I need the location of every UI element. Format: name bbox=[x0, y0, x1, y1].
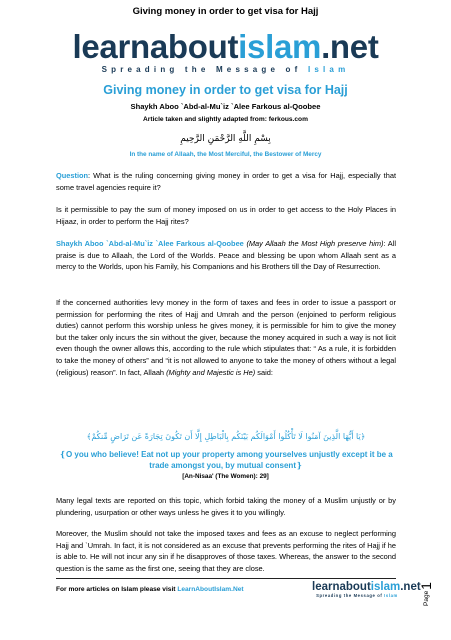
footer-logo-wordmark: learnaboutislam.net bbox=[312, 581, 421, 593]
logo-tagline: Spreading the Message of Islam bbox=[101, 65, 350, 74]
article-author: Shaykh Aboo `Abd-al-Mu`iz `Alee Farkous al-Qoobee bbox=[130, 102, 321, 111]
question-paragraph: Question: What is the ruling concerning giving money in order to get a visa for Hajj, especially that some travel agencies require it? bbox=[56, 171, 396, 192]
footer-logo-tagline: Spreading the Message of Islam bbox=[316, 593, 398, 598]
basmala-arabic: بِسْمِ اللَّهِ الرَّحْمَنِ الرَّحِيمِ bbox=[180, 134, 271, 144]
footer-logo bbox=[312, 581, 421, 598]
quran-verse-arabic: ﴿يَا أَيُّهَا الَّذِينَ آمَنُوا لَا تَأْكُلُوا أَمْوَالَكُم بَيْنَكُم بِالْبَاطِلِ إِلَّا أَن تَكُونَ تِجَارَةً عَن تَرَاضٍ مِّنكُمْ﴾ bbox=[86, 432, 366, 441]
quran-verse-reference: [An-Nisaa' (The Women): 29] bbox=[182, 473, 269, 480]
footer-divider bbox=[56, 578, 396, 579]
legal-texts-paragraph: Many legal texts are reported on this topic, which forbid taking the money of a Muslim unjustly or by plundering, usurpation or other ways unless he gives it to you willingly. bbox=[56, 496, 396, 517]
article-title: Giving money in order to get visa for Hajj bbox=[103, 83, 348, 97]
running-header-title: Giving money in order to get visa for Hajj bbox=[132, 6, 319, 17]
question-2-paragraph: Is it permissible to pay the sum of money imposed on us in order to get access to the Holy Places in Hijaaz, in order to perform the Hajj rites? bbox=[56, 205, 396, 226]
levy-paragraph: If the concerned authorities levy money in the form of taxes and fees in order to issue a passport or permission for performing the rites of Hajj and Umrah and the person (enjoined to perform religious duties) cannot perform this worship unless he gives money, it is permissible for him to give the money but the taker only incurs the sin without the giver, because the money acquired in such a way is not licit even though the owner allows this, according to the rule which stipulates that: “ As a rule, it is forbidden to take the money of others” and “it is not allowed to anyone to take the money of others without a legal (religious) reason”. In fact, Allaah (Mighty and Majestic is He) said: bbox=[56, 298, 396, 377]
moreover-paragraph: Moreover, the Muslim should not take the imposed taxes and fees as an excuse to neglect performing Hajj and `Umrah. In fact, it is not considered as an excuse that prevents performing the rites of Hajj if he is able to. He will not incur any sin if he disapproves of those taxes. Whereas, the answer to the second question is the same as the first one, seeing that they are close. bbox=[56, 529, 396, 573]
question-label: Question bbox=[56, 171, 89, 180]
article-source: Article taken and slightly adapted from: ferkous.com bbox=[143, 116, 308, 123]
answer-author: Shaykh Aboo `Abd-al-Mu`iz `Alee Farkous al-Qoobee bbox=[56, 239, 244, 248]
basmala-translation: In the name of Allaah, the Most Merciful, the Bestower of Mercy bbox=[129, 151, 322, 158]
page-number: Page 1 bbox=[418, 582, 434, 606]
logo-wordmark: learnaboutislam.net bbox=[72, 28, 379, 65]
footer-link[interactable]: LearnAboutIslam.Net bbox=[177, 586, 244, 593]
footer-text: For more articles on Islam please visit LearnAboutIslam.Net bbox=[56, 586, 244, 593]
quran-verse-translation: ❴O you who believe! Eat not up your property among yourselves unjustly except it be a trade amongst you, by mutual consent❵ bbox=[59, 450, 393, 470]
site-logo bbox=[0, 30, 451, 74]
answer-paragraph: Shaykh Aboo `Abd-al-Mu`iz `Alee Farkous al-Qoobee (May Allaah the Most High preserve him): All praise is due to Allaah, the Lord of the Worlds. Peace and blessing be upon whom Allaah sent as a mercy to the Worlds, upon his Family, his Companions and his Brothers till the Day of Resurrection. bbox=[56, 239, 397, 272]
